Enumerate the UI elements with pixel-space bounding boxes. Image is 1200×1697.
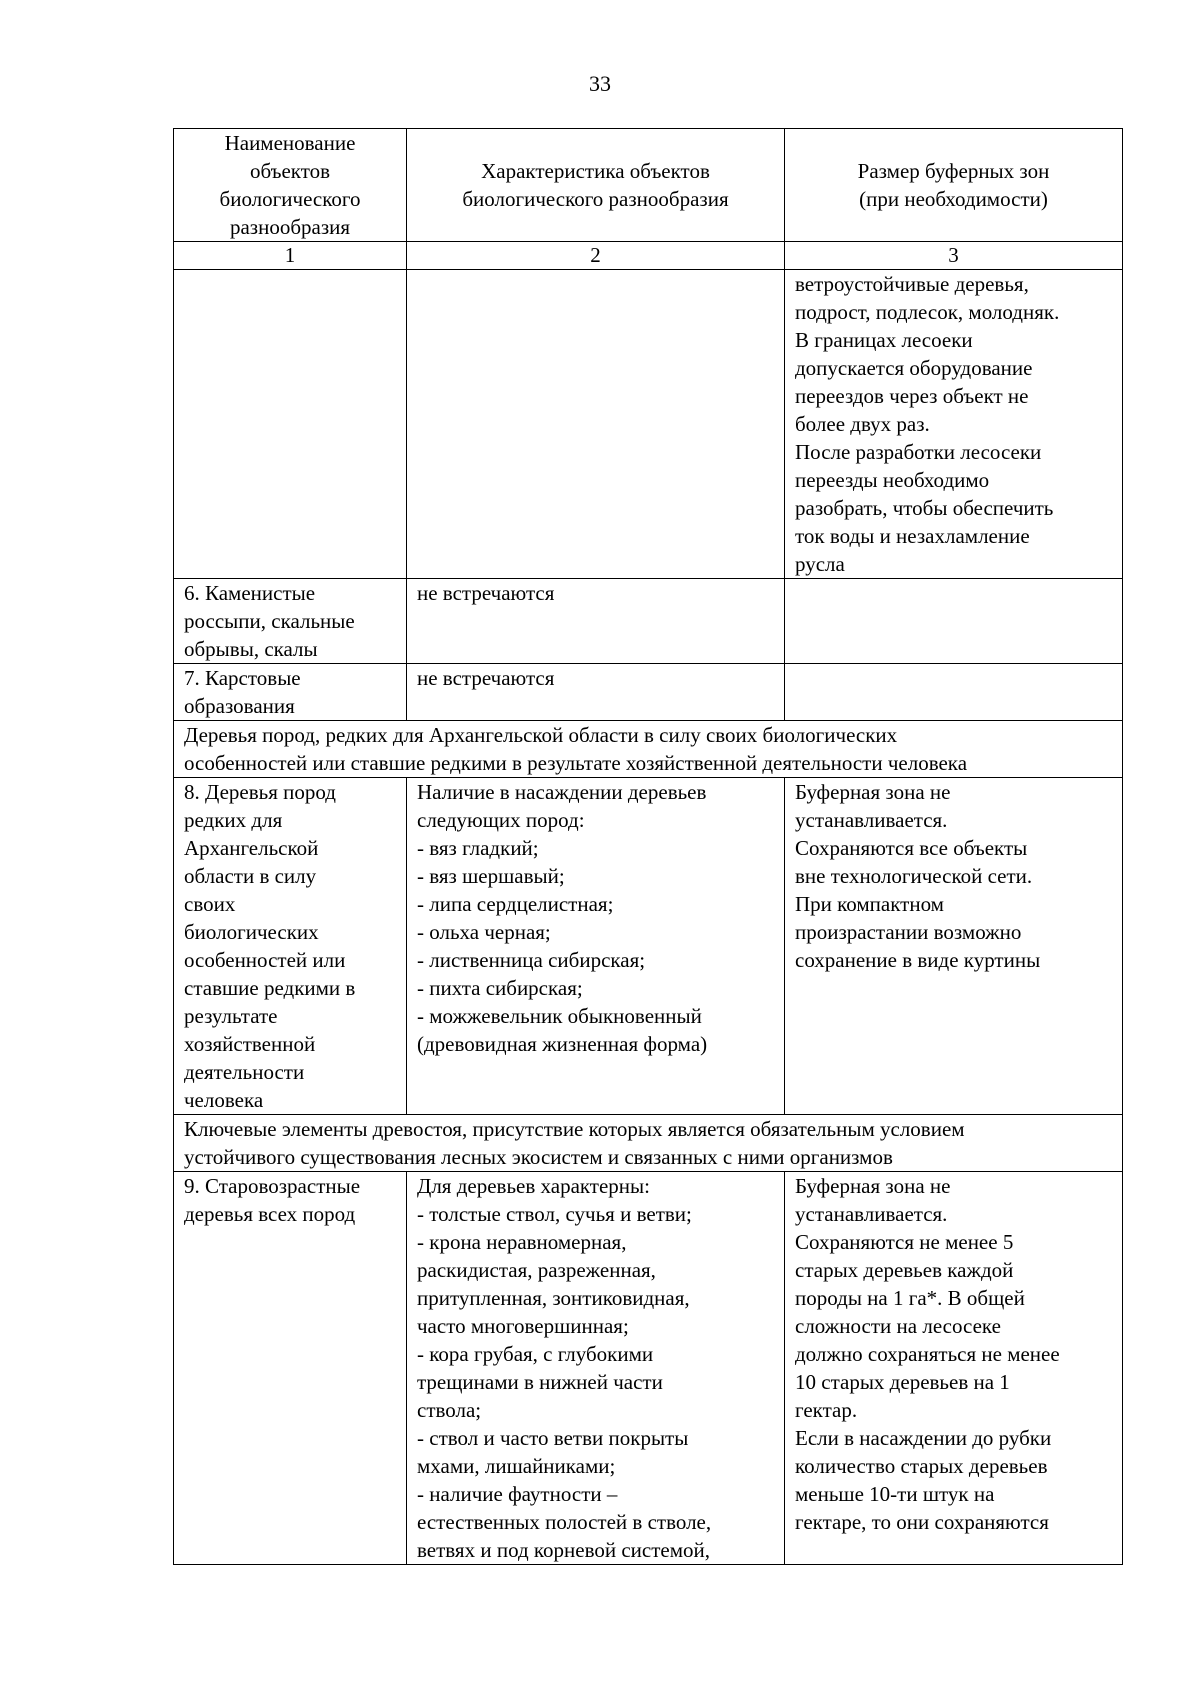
row9-object-name: 9. Старовозрастные деревья всех пород [174, 1172, 407, 1565]
row7-buffer-zone [785, 664, 1123, 721]
column-number-1: 1 [174, 242, 407, 270]
row9-buffer-zone: Буферная зона не устанавливается. Сохраняются не менее 5 старых деревьев каждой породы на 1 га*. В общей сложности на лесосеке должно сохраняться не менее 10 старых деревьев на 1 гектар. Если в насаждении до рубки количество старых деревьев меньше 10-ти штук на гектаре, то они сохраняются [785, 1172, 1123, 1565]
table-header-row [174, 129, 1123, 242]
row6-characteristics: не встречаются [407, 579, 785, 664]
row6-object-name: 6. Каменистые россыпи, скальные обрывы, скалы [174, 579, 407, 664]
page-number: 33 [589, 71, 611, 96]
table-row-old-growth-trees [174, 1172, 1123, 1565]
continued-object-name [174, 270, 407, 579]
row9-characteristics: Для деревьев характерны: - толстые ствол, сучья и ветви; - крона неравномерная, раскидистая, разреженная, притупленная, зонтиковидная, часто многовершинная; - кора грубая, с глубокими трещинами в нижней части ствола; - ствол и часто ветви покрыты мхами, лишайниками; - наличие фаутности – естественных полостей в стволе, ветвях и под корневой системой, [407, 1172, 785, 1565]
section-row-key-elements [174, 1115, 1123, 1172]
table-row-continued [174, 270, 1123, 579]
biodiversity-objects-table [173, 128, 1123, 1565]
section-row-rare-trees [174, 721, 1123, 778]
continued-characteristics [407, 270, 785, 579]
table-row-karst-formations [174, 664, 1123, 721]
row7-object-name: 7. Карстовые образования [174, 664, 407, 721]
section-heading-rare-trees: Деревья пород, редких для Архангельской области в силу своих биологических особенностей или ставшие редкими в результате хозяйственной деятельности человека [174, 721, 1123, 778]
row6-buffer-zone [785, 579, 1123, 664]
table-row-rocky-screes [174, 579, 1123, 664]
column-number-2: 2 [407, 242, 785, 270]
row8-buffer-zone: Буферная зона не устанавливается. Сохраняются все объекты вне технологической сети. При компактном произрастании возможно сохранение в виде куртины [785, 778, 1123, 1115]
row7-characteristics: не встречаются [407, 664, 785, 721]
column-number-3: 3 [785, 242, 1123, 270]
table-row-rare-tree-species [174, 778, 1123, 1115]
continued-buffer-zone: ветроустойчивые деревья, подрост, подлесок, молодняк. В границах лесоеки допускается оборудование переездов через объект не более двух раз. После разработки лесосеки переезды необходимо разобрать, чтобы обеспечить ток воды и незахламление русла [785, 270, 1123, 579]
row8-object-name: 8. Деревья пород редких для Архангельской области в силу своих биологических особенностей или ставшие редкими в результате хозяйственной деятельности человека [174, 778, 407, 1115]
header-object-characteristics: Характеристика объектов биологического разнообразия [407, 129, 785, 242]
header-buffer-zone-size: Размер буферных зон (при необходимости) [785, 129, 1123, 242]
column-number-row [174, 242, 1123, 270]
section-heading-key-elements: Ключевые элементы древостоя, присутствие которых является обязательным условием устойчивого существования лесных экосистем и связанных с ними организмов [174, 1115, 1123, 1172]
header-object-name: Наименование объектов биологического разнообразия [174, 129, 407, 242]
row8-characteristics: Наличие в насаждении деревьев следующих пород: - вяз гладкий; - вяз шершавый; - липа сердцелистная; - ольха черная; - лиственница сибирская; - пихта сибирская; - можжевельник обыкновенный (древовидная жизненная форма) [407, 778, 785, 1115]
